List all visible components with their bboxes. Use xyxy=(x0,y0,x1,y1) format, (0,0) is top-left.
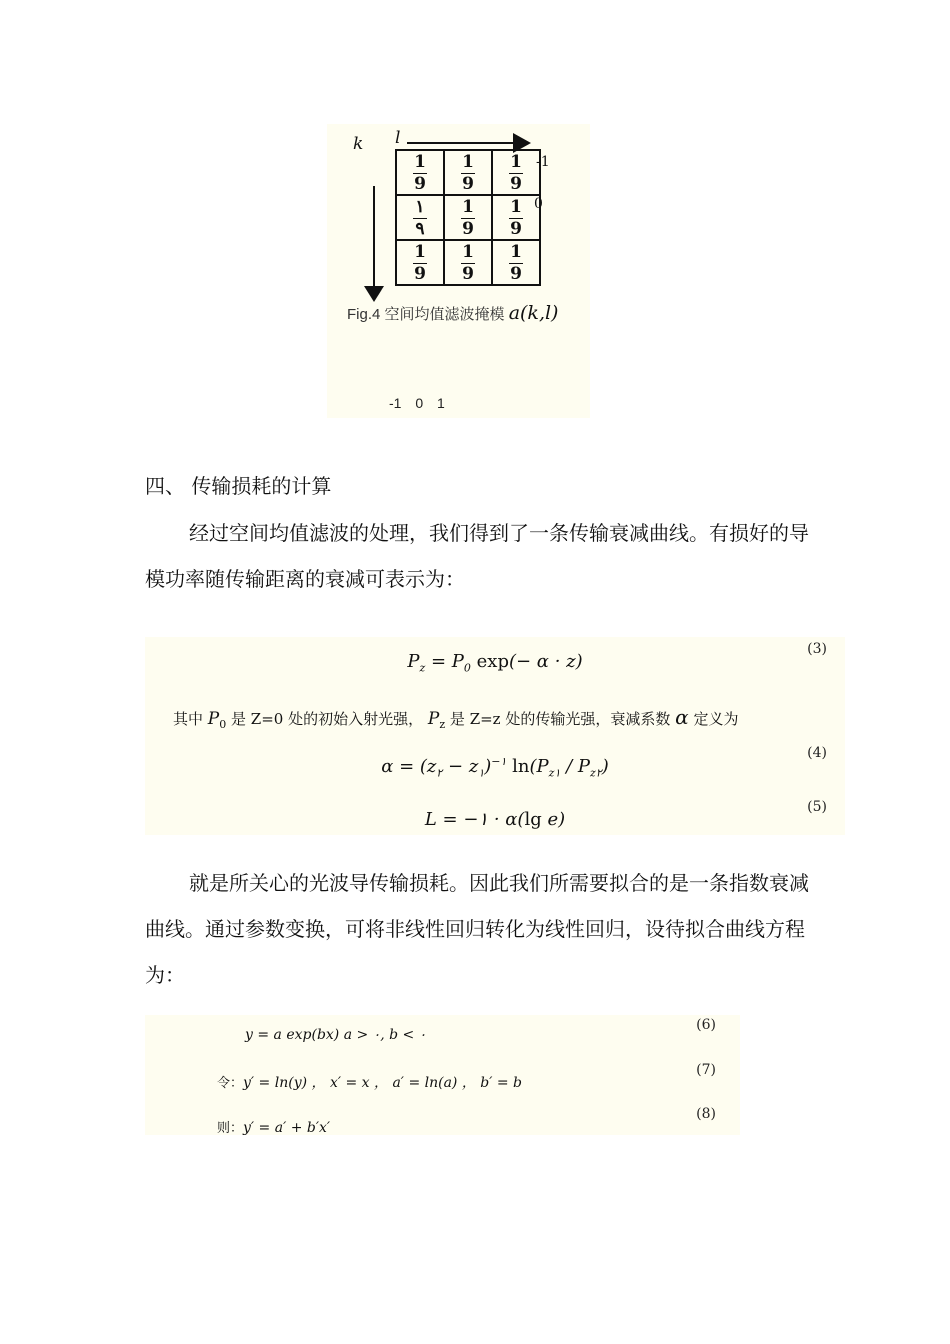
section-heading: 四、 传输损耗的计算 xyxy=(145,474,332,498)
equation-4: $\alpha = (z_٢ - z_١)^{-١}$ $\ln(P_{z١} / P_{z٢})$ xyxy=(381,755,609,780)
equation-3-number: (3) xyxy=(807,641,827,657)
row-label-zero: 0 xyxy=(534,196,543,212)
equation-8: 则：y′ = a′ + b′x′ xyxy=(217,1120,331,1136)
equation-block-2 xyxy=(145,1015,740,1135)
figure-4 xyxy=(327,124,590,418)
equation-4-number: (4) xyxy=(807,745,827,761)
equation-8-number: (8) xyxy=(696,1106,716,1122)
l-axis-arrow xyxy=(407,142,517,144)
paragraph-2: 就是所关心的光波导传输损耗。因此我们所需要拟合的是一条指数衰减曲线。通过参数变换，可将非线性回归转化为线性回归，设待拟合曲线方程为： xyxy=(145,871,809,987)
mask-cell: $\frac{١}{٩}$ xyxy=(396,195,444,240)
equation-6-number: (6) xyxy=(696,1017,716,1033)
equation-6: y = a exp(bx) a > ٠, b < ٠ xyxy=(245,1027,427,1043)
k-axis-arrow xyxy=(373,186,375,292)
k-axis-arrowhead xyxy=(364,286,384,302)
equation-7: 令：y′ = ln(y) ， x′ = x ， a′ = ln(a) ， b′ = b xyxy=(217,1075,523,1091)
equation-block-1 xyxy=(145,637,845,835)
mask-cell: $\frac{1}{9}$ xyxy=(444,195,492,240)
l-axis-label: l xyxy=(395,128,401,148)
row-label-minus-one: -1 xyxy=(536,154,550,170)
paragraph-1: 经过空间均值滤波的处理，我们得到了一条传输衰减曲线。有损好的导模功率随传输距离的衰减可表示为： xyxy=(145,521,809,591)
equation-5: L = −١ · α(lg e) xyxy=(424,809,566,830)
figure-caption: Fig.4 空间均值滤波掩模 a(k,l) xyxy=(347,302,559,324)
column-labels: -1 0 1 xyxy=(389,395,445,411)
mask-grid xyxy=(395,149,541,286)
mask-cell: $\frac{1}{9}$ xyxy=(396,150,444,195)
mask-cell: $\frac{1}{9}$ xyxy=(492,195,540,240)
mask-cell: $\frac{1}{9}$ xyxy=(492,240,540,285)
equation-7-number: (7) xyxy=(696,1062,716,1078)
mask-cell: $\frac{1}{9}$ xyxy=(492,150,540,195)
k-axis-label: k xyxy=(353,134,364,154)
mask-cell: $\frac{1}{9}$ xyxy=(444,150,492,195)
equation-3: $P_z = P_0$ exp(− α · z) xyxy=(407,651,583,675)
equation-5-number: (5) xyxy=(807,799,827,815)
mask-cell: $\frac{1}{9}$ xyxy=(396,240,444,285)
mask-cell: $\frac{1}{9}$ xyxy=(444,240,492,285)
equation-note: 其中 $P_0$ 是 Z=0 处的初始入射光强， $P_z$ 是 Z=z 处的传输光强，衰减系数 α 定义为 xyxy=(173,705,739,731)
